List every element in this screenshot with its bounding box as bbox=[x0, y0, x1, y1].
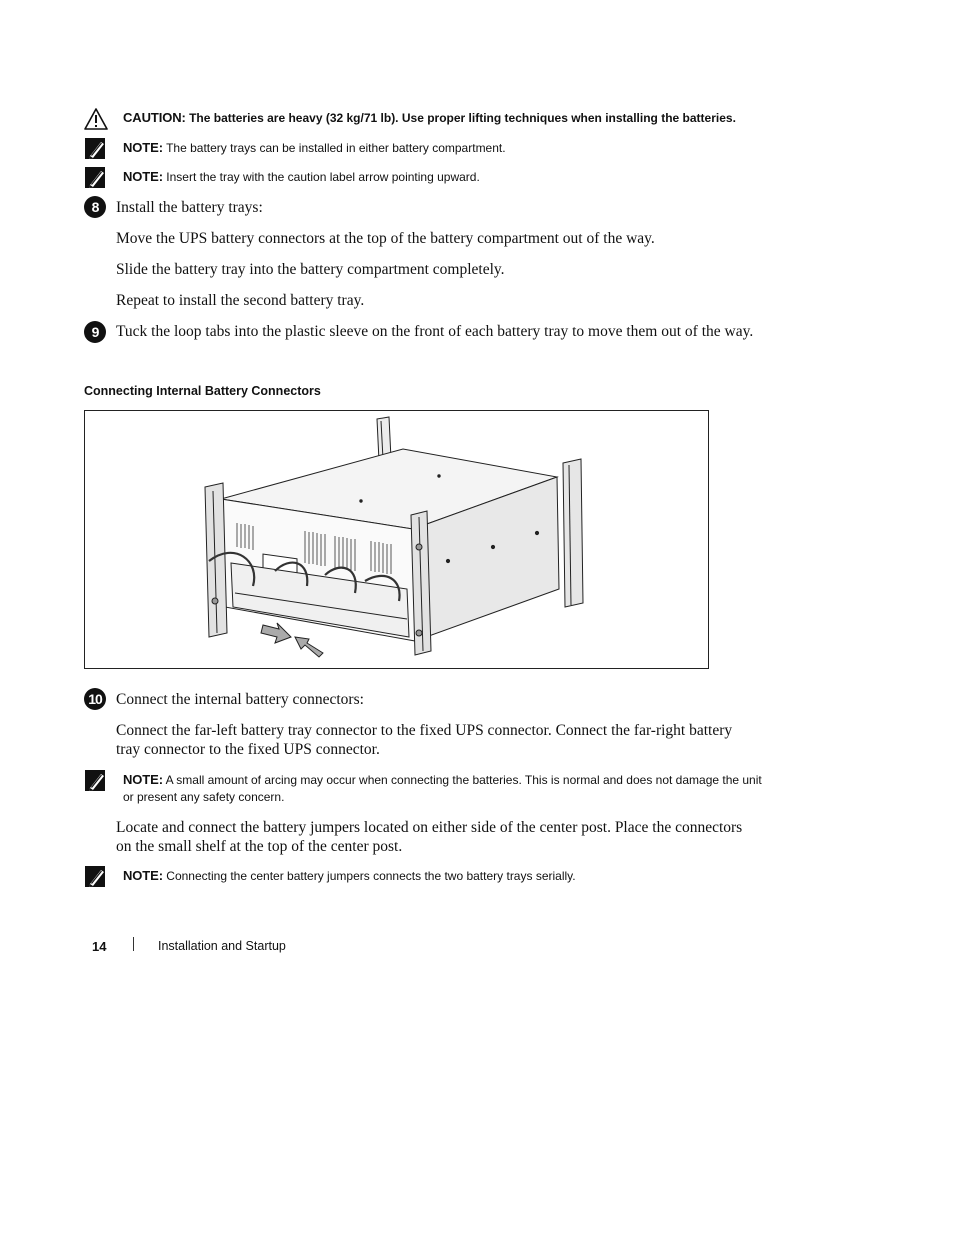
footer-section-title: Installation and Startup bbox=[158, 939, 286, 953]
step-9-text: Tuck the loop tabs into the plastic sleeve on the front of each battery tray to move them out of the way. bbox=[116, 323, 754, 340]
note-text: The battery trays can be installed in either battery compartment. bbox=[166, 141, 506, 155]
note-text: Connecting the center battery jumpers connects the two battery trays serially. bbox=[166, 869, 576, 883]
note-pencil-icon bbox=[84, 865, 108, 889]
step-9-badge: 9 bbox=[84, 321, 106, 343]
caution-label: CAUTION: bbox=[123, 110, 186, 125]
step-8-substep-2: Slide the battery tray into the battery compartment completely. bbox=[116, 261, 505, 278]
warning-triangle-icon bbox=[84, 107, 108, 131]
note-pencil-icon bbox=[84, 769, 108, 793]
note-label: NOTE: bbox=[123, 169, 163, 184]
note-pencil-icon bbox=[84, 137, 108, 161]
step-10-substep-1: Connect the far-left battery tray connector to the fixed UPS connector. Connect the far-right battery tray connector to the fixed UPS connector. bbox=[116, 722, 733, 758]
step-8-substep-3: Repeat to install the second battery tray. bbox=[116, 292, 365, 309]
step-10-title: Connect the internal battery connectors: bbox=[116, 691, 364, 708]
ups-battery-connectors-figure bbox=[84, 410, 709, 669]
step-8-title: Install the battery trays: bbox=[116, 199, 263, 216]
note-text: A small amount of arcing may occur when connecting the batteries. This is normal and does not damage the unit or present any safety concern. bbox=[123, 773, 762, 804]
note-text: Insert the tray with the caution label arrow pointing upward. bbox=[166, 170, 480, 184]
step-10-substep-2: Locate and connect the battery jumpers located on either side of the center post. Place the connectors on the small shelf at the top of the center post. bbox=[116, 819, 743, 855]
section-heading: Connecting Internal Battery Connectors bbox=[84, 384, 321, 398]
caution-text: The batteries are heavy (32 kg/71 lb). Use proper lifting techniques when installing the batteries. bbox=[189, 111, 736, 125]
step-10-badge: 10 bbox=[84, 688, 106, 710]
step-8-substep-1: Move the UPS battery connectors at the top of the battery compartment out of the way. bbox=[116, 230, 655, 247]
note-label: NOTE: bbox=[123, 140, 163, 155]
ups-rack-illustration bbox=[85, 411, 708, 668]
page-number: 14 bbox=[92, 939, 107, 954]
note-pencil-icon bbox=[84, 166, 108, 190]
note-label: NOTE: bbox=[123, 868, 163, 883]
note-label: NOTE: bbox=[123, 772, 163, 787]
step-8-badge: 8 bbox=[84, 196, 106, 218]
footer-divider bbox=[133, 937, 134, 951]
